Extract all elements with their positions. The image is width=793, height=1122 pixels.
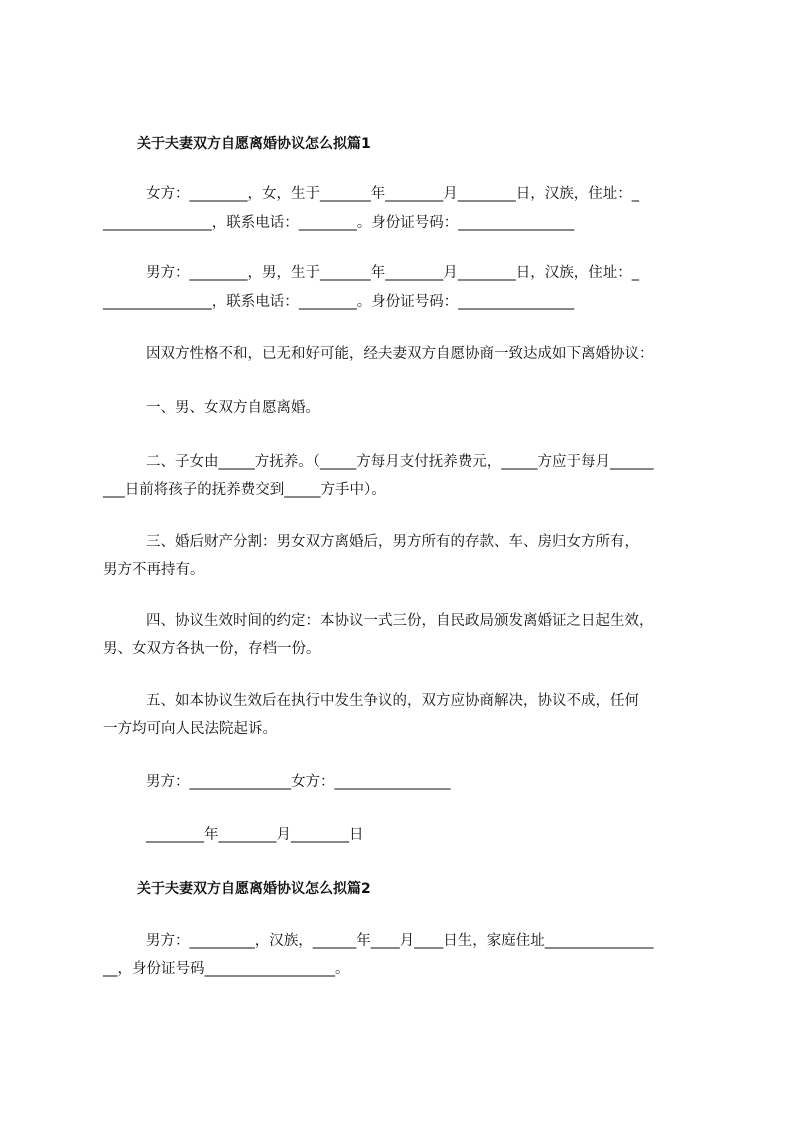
clause-4-line1: 四、协议生效时间的约定：本协议一式三份，自民政局颁发离婚证之日起生效， — [146, 613, 654, 629]
male-info-line2: _______________，联系电话：________。身份证号码：________________ — [103, 294, 575, 310]
clause-2-line1: 二、子女由_____方抚养。（_____方每月支付抚养费元，_____方应于每月______ — [146, 454, 654, 470]
clause-3-line1: 三、婚后财产分割：男女双方离婚后，男方所有的存款、车、房归女方所有， — [146, 534, 639, 550]
clause-2-line2: ___日前将孩子的抚养费交到_____方手中）。 — [103, 482, 386, 498]
clause-5-line2: 一方均可向人民法院起诉。 — [103, 721, 277, 737]
clause-1: 一、男、女双方自愿离婚。 — [146, 400, 320, 416]
female-info-line1: 女方：________，女，生于_______年________月________日，汉族，住址：_ — [146, 186, 639, 202]
section2-title: 关于夫妻双方自愿离婚协议怎么拟篇2 — [137, 881, 371, 897]
female-info-line2: _______________，联系电话：________。身份证号码：________________ — [103, 215, 575, 231]
clause-5-line1: 五、如本协议生效后在执行中发生争议的，双方应协商解决，协议不成，任何 — [146, 693, 639, 709]
signature-line: 男方：______________女方：________________ — [146, 774, 451, 790]
section2-male-line2: __，身份证号码__________________。 — [103, 961, 350, 977]
section1-title: 关于夫妻双方自愿离婚协议怎么拟篇1 — [137, 136, 371, 152]
section2-male-line1: 男方：_________，汉族，______年____月____日生，家庭住址_______________ — [146, 933, 654, 949]
clause-4-line2: 男、女双方各执一份，存档一份。 — [103, 641, 321, 657]
intro-paragraph: 因双方性格不和，已无和好可能，经夫妻双方自愿协商一致达成如下离婚协议： — [146, 346, 654, 362]
date-line: ________年________月________日 — [146, 827, 364, 843]
male-info-line1: 男方：________，男，生于_______年________月________日，汉族，住址：_ — [146, 265, 639, 281]
clause-3-line2: 男方不再持有。 — [103, 562, 205, 578]
